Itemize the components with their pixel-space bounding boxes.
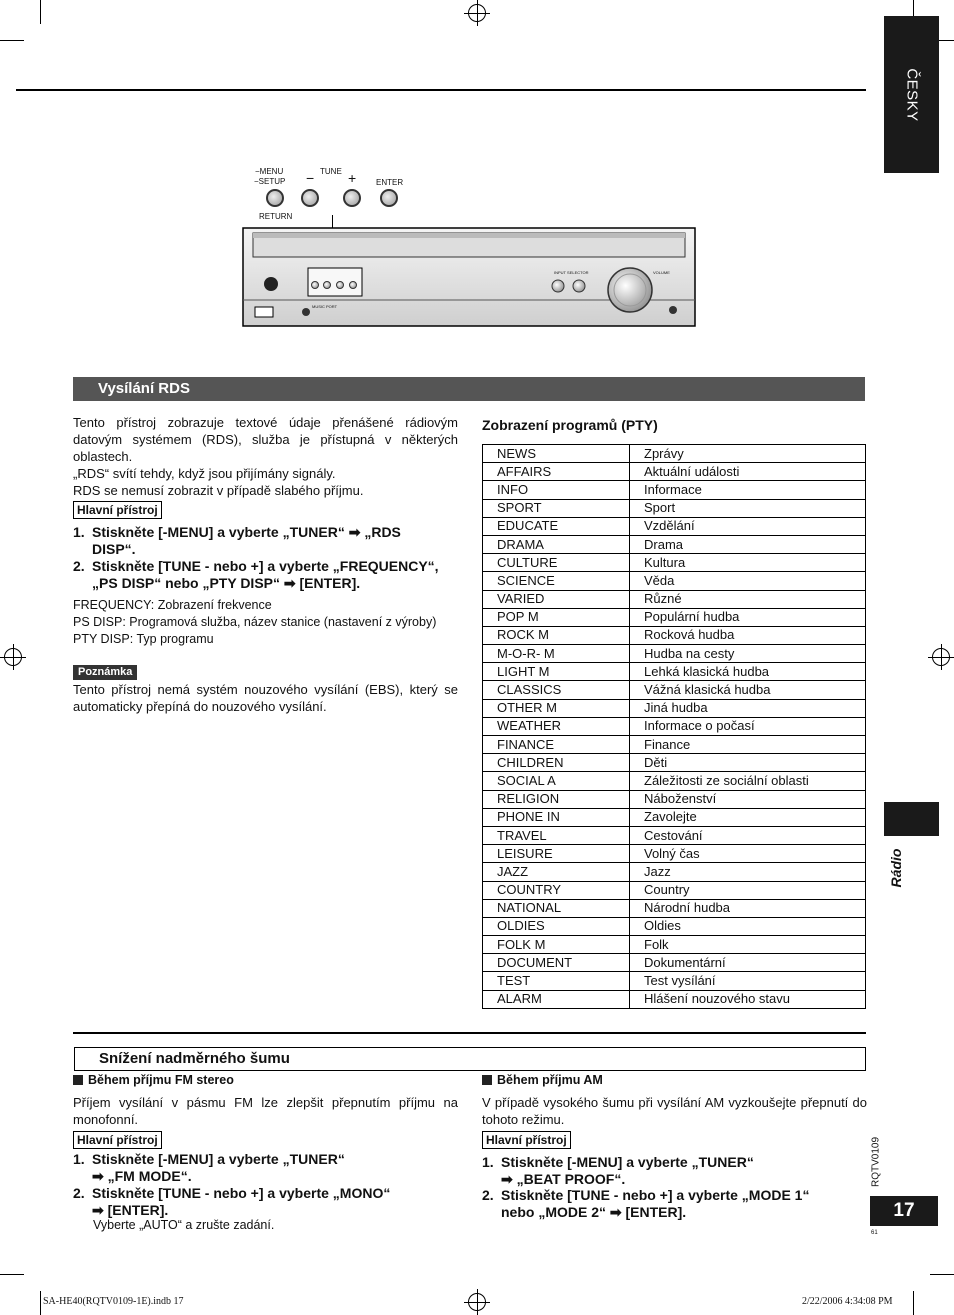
step-number: 2.	[482, 1187, 494, 1203]
pty-code-cell: DRAMA	[483, 535, 630, 553]
step-text-cont: ➡ [ENTER].	[92, 1202, 169, 1218]
return-label: RETURN	[259, 212, 293, 221]
registration-mark-icon	[932, 648, 950, 666]
fm-text: Příjem vysílání v pásmu FM lze zlepšit přepnutím příjmu na monofonní.	[73, 1095, 458, 1127]
am-step-2	[482, 1187, 872, 1223]
pty-code-cell: NEWS	[483, 445, 630, 463]
tune-label: TUNE	[320, 167, 342, 176]
pty-code-cell: SOCIAL A	[483, 772, 630, 790]
pty-row	[483, 899, 866, 917]
pty-description-cell: Jazz	[630, 863, 866, 881]
pty-description-cell: Test vysílání	[630, 972, 866, 990]
language-tab	[884, 16, 939, 173]
pty-description-cell: Dokumentární	[630, 954, 866, 972]
fm-note: Vyberte „AUTO“ a zrušte zadání.	[93, 1218, 275, 1232]
pty-description-cell: Náboženství	[630, 790, 866, 808]
registration-mark-icon	[4, 648, 22, 666]
pty-code-cell: FINANCE	[483, 736, 630, 754]
step-text-cont: nebo „MODE 2“ ➡ [ENTER].	[501, 1204, 687, 1220]
pty-description-cell: Různé	[630, 590, 866, 608]
pty-code-cell: FOLK M	[483, 936, 630, 954]
rds-intro: Tento přístroj zobrazuje textové údaje přenášené rádiovým datovým systémem (RDS), služba je přístupná v některých oblastech.	[73, 415, 458, 464]
tune-minus-label: −	[306, 170, 315, 186]
pty-row	[483, 772, 866, 790]
pty-description-cell: Populární hudba	[630, 608, 866, 626]
step-text-cont: ➡ „BEAT PROOF“.	[501, 1171, 626, 1187]
step-text: Stiskněte [-MENU] a vyberte „TUNER“ ➡ „RDS	[92, 524, 401, 540]
step-text-cont: ➡ „FM MODE“.	[92, 1168, 192, 1184]
doc-code-text: RQTV0109	[870, 1136, 882, 1188]
pty-row	[483, 645, 866, 663]
pty-description-cell: Věda	[630, 572, 866, 590]
am-text: V případě vysokého šumu při vysílání AM vyzkoušejte přepnutí do tohoto režimu.	[482, 1095, 867, 1127]
pty-row	[483, 699, 866, 717]
info-ps-disp: PS DISP: Programová služba, název stanice (nastavení z výroby)	[73, 615, 437, 629]
am-main-unit-label: Hlavní přístroj	[482, 1131, 571, 1149]
step-text: Stiskněte [TUNE - nebo +] a vyberte „FREQUENCY“,	[92, 558, 439, 574]
pty-description-cell: Informace	[630, 481, 866, 499]
step-text: Stiskněte [TUNE - nebo +] a vyberte „MODE 1“	[501, 1187, 810, 1203]
pty-code-cell: OLDIES	[483, 917, 630, 935]
section-tab	[884, 802, 939, 836]
pty-description-cell: Country	[630, 881, 866, 899]
step-number: 1.	[482, 1154, 494, 1170]
pty-description-cell: Volný čas	[630, 845, 866, 863]
am-step-1	[482, 1154, 872, 1190]
note-label: Poznámka	[73, 665, 137, 680]
pty-code-cell: INFO	[483, 481, 630, 499]
pty-row	[483, 826, 866, 844]
pty-table-title: Zobrazení programů (PTY)	[482, 417, 658, 433]
pty-row	[483, 717, 866, 735]
header-rule	[16, 89, 866, 91]
rds-step-1	[73, 524, 463, 560]
pty-row	[483, 736, 866, 754]
info-pty-disp: PTY DISP: Typ programu	[73, 632, 214, 646]
pty-code-cell: OTHER M	[483, 699, 630, 717]
step-text: Stiskněte [TUNE - nebo +] a vyberte „MONO“	[92, 1185, 391, 1201]
pty-row	[483, 626, 866, 644]
note-text: Tento přístroj nemá systém nouzového vysílání (EBS), který se automaticky přepíná do nouzového vysílání.	[73, 682, 458, 714]
step-number: 2.	[73, 1185, 85, 1201]
pty-code-cell: POP M	[483, 608, 630, 626]
pty-row	[483, 863, 866, 881]
pty-row	[483, 535, 866, 553]
pty-description-cell: Zavolejte	[630, 808, 866, 826]
pty-code-cell: VARIED	[483, 590, 630, 608]
pty-row	[483, 972, 866, 990]
pty-code-cell: EDUCATE	[483, 517, 630, 535]
menu-text: MENU	[259, 167, 284, 176]
pty-code-cell: COUNTRY	[483, 881, 630, 899]
section-side-text: Rádio	[888, 848, 904, 888]
pty-row	[483, 681, 866, 699]
pty-description-cell: Jiná hudba	[630, 699, 866, 717]
pty-code-cell: TEST	[483, 972, 630, 990]
pty-row	[483, 936, 866, 954]
am-heading: Během příjmu AM	[482, 1073, 603, 1087]
pty-code-cell: WEATHER	[483, 717, 630, 735]
pty-description-cell: Drama	[630, 535, 866, 553]
pty-description-cell: Sport	[630, 499, 866, 517]
pty-code-cell: NATIONAL	[483, 899, 630, 917]
pty-code-cell: CULTURE	[483, 554, 630, 572]
pty-row	[483, 554, 866, 572]
pty-row	[483, 463, 866, 481]
crop-mark	[40, 1291, 41, 1315]
section-side-label	[876, 848, 916, 888]
tune-plus-label: +	[348, 170, 357, 186]
pty-code-cell: SCIENCE	[483, 572, 630, 590]
volume-label: VOLUME	[653, 270, 670, 275]
pty-code-cell: M-O-R- M	[483, 645, 630, 663]
pty-code-cell: AFFAIRS	[483, 463, 630, 481]
pty-description-cell: Aktuální události	[630, 463, 866, 481]
pty-code-cell: LIGHT M	[483, 663, 630, 681]
pty-description-cell: Informace o počasí	[630, 717, 866, 735]
pty-code-cell: RELIGION	[483, 790, 630, 808]
section-noise-header	[74, 1047, 866, 1071]
pty-row	[483, 990, 866, 1008]
step-number: 1.	[73, 1151, 85, 1167]
language-label: ČESKY	[903, 67, 920, 122]
step-text: Stiskněte [-MENU] a vyberte „TUNER“	[92, 1151, 345, 1167]
info-frequency: FREQUENCY: Zobrazení frekvence	[73, 598, 272, 612]
rds-line3: RDS se nemusí zobrazit v případě slabého příjmu.	[73, 483, 364, 498]
pty-row	[483, 517, 866, 535]
device-diagram	[240, 160, 700, 330]
pty-row	[483, 954, 866, 972]
pty-code-cell: PHONE IN	[483, 808, 630, 826]
pty-row	[483, 590, 866, 608]
step-text-cont: „PS DISP“ nebo „PTY DISP“ ➡ [ENTER].	[92, 575, 361, 591]
pty-code-cell: SPORT	[483, 499, 630, 517]
pty-row	[483, 808, 866, 826]
pty-code-cell: JAZZ	[483, 863, 630, 881]
pty-code-cell: ALARM	[483, 990, 630, 1008]
setup-label: −SETUP	[254, 177, 286, 186]
footer-date: 2/22/2006 4:34:08 PM	[802, 1296, 893, 1307]
pty-description-cell: Záležitosti ze sociální oblasti	[630, 772, 866, 790]
page-small-number: 61	[871, 1230, 878, 1236]
pty-description-cell: Lehká klasická hudba	[630, 663, 866, 681]
section-rds-header	[73, 377, 865, 401]
crop-mark	[913, 1291, 914, 1315]
pty-description-cell: Hudba na cesty	[630, 645, 866, 663]
step-text-cont: DISP“.	[92, 541, 136, 557]
setup-text: SETUP	[258, 177, 286, 186]
crop-mark	[40, 0, 41, 24]
pty-description-cell: Oldies	[630, 917, 866, 935]
pty-row	[483, 754, 866, 772]
pty-row	[483, 481, 866, 499]
rds-line2: „RDS“ svítí tehdy, když jsou přijímány signály.	[73, 466, 336, 481]
section-divider	[73, 1032, 866, 1034]
pty-row	[483, 790, 866, 808]
pty-row	[483, 663, 866, 681]
pty-description-cell: Děti	[630, 754, 866, 772]
pty-code-cell: ROCK M	[483, 626, 630, 644]
footer-file: SA-HE40(RQTV0109-1E).indb 17	[43, 1296, 184, 1307]
enter-label: ENTER	[376, 178, 404, 187]
pty-description-cell: Folk	[630, 936, 866, 954]
pty-description-cell: Národní hudba	[630, 899, 866, 917]
step-number: 2.	[73, 558, 85, 574]
rds-step-2	[73, 558, 463, 594]
pty-table	[482, 444, 866, 1009]
pty-row	[483, 608, 866, 626]
pty-code-cell: CLASSICS	[483, 681, 630, 699]
fm-step-1	[73, 1151, 463, 1187]
step-number: 1.	[73, 524, 85, 540]
fm-heading: Během příjmu FM stereo	[73, 1073, 234, 1087]
fm-step-2	[73, 1185, 463, 1221]
page-number: 17	[870, 1196, 938, 1226]
pty-code-cell: DOCUMENT	[483, 954, 630, 972]
pty-code-cell: LEISURE	[483, 845, 630, 863]
registration-mark-icon	[468, 4, 486, 22]
pty-description-cell: Hlášení nouzového stavu	[630, 990, 866, 1008]
pty-row	[483, 499, 866, 517]
crop-mark	[0, 40, 24, 41]
pty-description-cell: Rocková hudba	[630, 626, 866, 644]
step-text: Stiskněte [-MENU] a vyberte „TUNER“	[501, 1154, 754, 1170]
pty-row	[483, 845, 866, 863]
registration-mark-icon	[468, 1293, 486, 1311]
pty-description-cell: Cestování	[630, 826, 866, 844]
pty-row	[483, 572, 866, 590]
crop-mark	[0, 1274, 24, 1275]
pty-description-cell: Vážná klasická hudba	[630, 681, 866, 699]
pty-description-cell: Finance	[630, 736, 866, 754]
pty-code-cell: CHILDREN	[483, 754, 630, 772]
section-rds-title: Vysílání RDS	[98, 380, 190, 397]
pty-code-cell: TRAVEL	[483, 826, 630, 844]
music-port-label: MUSIC PORT	[312, 304, 338, 309]
pty-row	[483, 881, 866, 899]
pty-description-cell: Zprávy	[630, 445, 866, 463]
section-noise-title: Snížení nadměrného šumu	[99, 1050, 290, 1067]
pty-row	[483, 917, 866, 935]
pty-description-cell: Vzdělání	[630, 517, 866, 535]
pty-row	[483, 445, 866, 463]
pty-description-cell: Kultura	[630, 554, 866, 572]
input-selector-label: INPUT SELECTOR	[554, 270, 589, 275]
crop-mark	[930, 1274, 954, 1275]
menu-label: −MENU	[255, 167, 284, 176]
receiver-front-panel	[240, 160, 700, 330]
fm-main-unit-label: Hlavní přístroj	[73, 1131, 162, 1149]
main-unit-label: Hlavní přístroj	[73, 501, 162, 519]
